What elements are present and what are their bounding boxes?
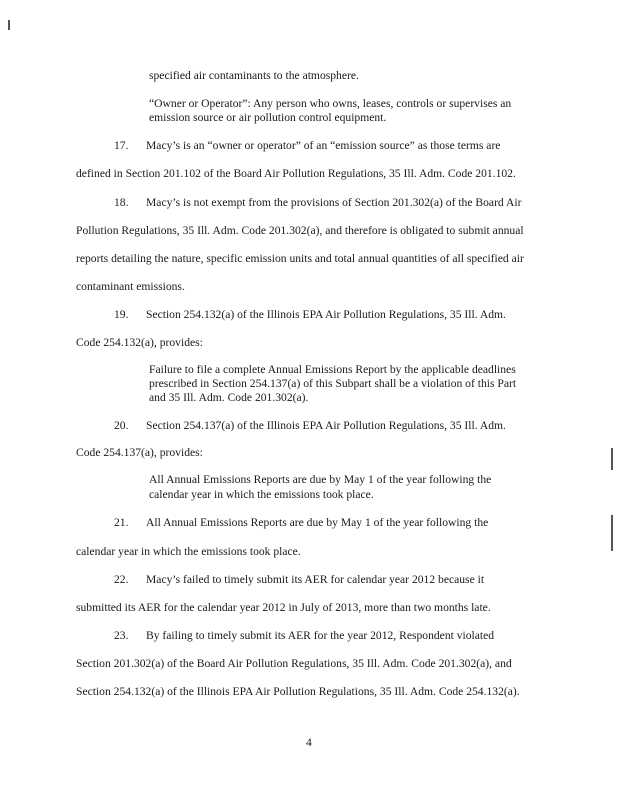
paragraph-21-number: 21. bbox=[114, 516, 129, 529]
paragraph-18-number: 18. bbox=[114, 196, 129, 209]
paragraph-19-line-2: Code 254.132(a), provides: bbox=[76, 336, 203, 349]
quote-1-line-2: prescribed in Section 254.137(a) of this Subpart shall be a violation of this Part bbox=[149, 377, 517, 390]
paragraph-23-line-3: Section 254.132(a) of the Illinois EPA Air Pollution Regulations, 35 Ill. Adm. Code 254.132(a). bbox=[76, 685, 520, 698]
quote-1-line-3: and 35 Ill. Adm. Code 201.302(a). bbox=[149, 391, 309, 404]
paragraph-23-line-2: Section 201.302(a) of the Board Air Pollution Regulations, 35 Ill. Adm. Code 201.302(a), and bbox=[76, 657, 512, 670]
page-number: 4 bbox=[306, 736, 312, 749]
quote-2-line-1: All Annual Emissions Reports are due by May 1 of the year following the bbox=[149, 473, 492, 486]
paragraph-18-line-3: reports detailing the nature, specific emission units and total annual quantities of all specified air bbox=[76, 252, 524, 265]
paragraph-22-line-2: submitted its AER for the calendar year 2012 in July of 2013, more than two months late. bbox=[76, 601, 491, 614]
paragraph-23-line-1: By failing to timely submit its AER for the year 2012, Respondent violated bbox=[146, 629, 495, 642]
paragraph-20-line-2: Code 254.137(a), provides: bbox=[76, 446, 203, 459]
scan-mark bbox=[611, 448, 613, 470]
paragraph-18-line-4: contaminant emissions. bbox=[76, 280, 185, 293]
paragraph-20-number: 20. bbox=[114, 419, 129, 432]
paragraph-20-line-1: Section 254.137(a) of the Illinois EPA Air Pollution Regulations, 35 Ill. Adm. bbox=[146, 419, 506, 432]
definition-continuation: specified air contaminants to the atmosphere. bbox=[149, 69, 359, 82]
owner-operator-definition-line-2: emission source or air pollution control equipment. bbox=[149, 111, 387, 124]
paragraph-19-number: 19. bbox=[114, 308, 129, 321]
owner-operator-definition-line-1: “Owner or Operator”: Any person who owns, leases, controls or supervises an bbox=[149, 97, 512, 110]
paragraph-17-number: 17. bbox=[114, 139, 129, 152]
scan-mark bbox=[611, 515, 613, 551]
paragraph-22-line-1: Macy’s failed to timely submit its AER for calendar year 2012 because it bbox=[146, 573, 485, 586]
paragraph-19-line-1: Section 254.132(a) of the Illinois EPA Air Pollution Regulations, 35 Ill. Adm. bbox=[146, 308, 506, 321]
paragraph-22-number: 22. bbox=[114, 573, 129, 586]
paragraph-18-line-2: Pollution Regulations, 35 Ill. Adm. Code 201.302(a), and therefore is obligated to submit annual bbox=[76, 224, 524, 237]
paragraph-18-line-1: Macy’s is not exempt from the provisions of Section 201.302(a) of the Board Air bbox=[146, 196, 522, 209]
scan-mark bbox=[8, 20, 10, 30]
paragraph-17-line-2: defined in Section 201.102 of the Board Air Pollution Regulations, 35 Ill. Adm. Code 201.102. bbox=[76, 167, 516, 180]
paragraph-21-line-2: calendar year in which the emissions took place. bbox=[76, 545, 301, 558]
paragraph-21-line-1: All Annual Emissions Reports are due by May 1 of the year following the bbox=[146, 516, 489, 529]
quote-1-line-1: Failure to file a complete Annual Emissions Report by the applicable deadlines bbox=[149, 363, 516, 376]
quote-2-line-2: calendar year in which the emissions took place. bbox=[149, 488, 374, 501]
paragraph-17-line-1: Macy’s is an “owner or operator” of an “emission source” as those terms are bbox=[146, 139, 501, 152]
paragraph-23-number: 23. bbox=[114, 629, 129, 642]
